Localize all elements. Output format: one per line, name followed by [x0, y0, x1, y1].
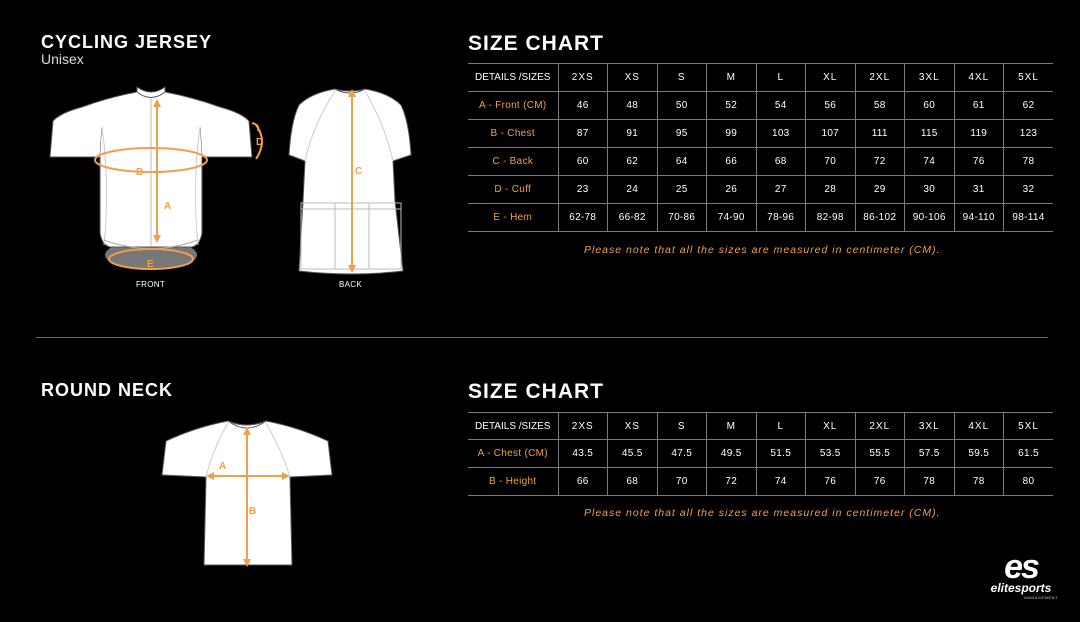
table-cell: 68	[756, 148, 806, 176]
table-cell: 53.5	[806, 440, 856, 468]
table-row	[468, 120, 1053, 148]
size-header: S	[657, 64, 707, 92]
table-cell: 62	[608, 148, 658, 176]
logo-mark: es	[1004, 548, 1038, 586]
size-chart-title-2: SIZE CHART	[468, 380, 604, 403]
table-cell: 78	[905, 468, 955, 496]
table-cell: 61	[954, 92, 1004, 120]
size-header: M	[707, 413, 757, 440]
measurement-note-2: Please note that all the sizes are measured in centimeter (CM).	[584, 507, 941, 519]
size-header: 2XL	[855, 64, 905, 92]
table-cell: 66	[558, 468, 608, 496]
table-cell: 74-90	[707, 204, 757, 232]
row-label: A - Front (CM)	[468, 92, 558, 120]
table-cell: 72	[707, 468, 757, 496]
table-cell: 47.5	[657, 440, 707, 468]
size-header: 3XL	[905, 64, 955, 92]
table-cell: 26	[707, 176, 757, 204]
table-cell: 119	[954, 120, 1004, 148]
row-label: B - Chest	[468, 120, 558, 148]
table-cell: 123	[1004, 120, 1054, 148]
table-cell: 27	[756, 176, 806, 204]
table-cell: 48	[608, 92, 658, 120]
table-cell: 49.5	[707, 440, 757, 468]
product-title-round-neck: ROUND NECK	[41, 380, 174, 400]
table-cell: 62	[1004, 92, 1054, 120]
table-cell: 74	[905, 148, 955, 176]
table-cell: 76	[806, 468, 856, 496]
table-cell: 99	[707, 120, 757, 148]
marker-b-neck: B	[249, 506, 257, 517]
table-cell: 50	[657, 92, 707, 120]
size-header: L	[756, 413, 806, 440]
row-label: D - Cuff	[468, 176, 558, 204]
table-cell: 115	[905, 120, 955, 148]
marker-a-neck: A	[219, 461, 227, 472]
table-cell: 57.5	[905, 440, 955, 468]
table-header-row	[468, 413, 1053, 440]
marker-b-front: B	[136, 167, 144, 178]
row-label: A - Chest (CM)	[468, 440, 558, 468]
jersey-back-illustration	[285, 85, 420, 280]
table-cell: 87	[558, 120, 608, 148]
table-cell: 23	[558, 176, 608, 204]
table-cell: 111	[855, 120, 905, 148]
size-header: 2XS	[558, 64, 608, 92]
logo-name: elitesports	[990, 581, 1052, 595]
table-row	[468, 468, 1053, 496]
table-cell: 60	[905, 92, 955, 120]
size-chart-title-1: SIZE CHART	[468, 32, 604, 55]
table-cell: 51.5	[756, 440, 806, 468]
table-cell: 29	[855, 176, 905, 204]
size-header: 5XL	[1004, 413, 1054, 440]
table-cell: 70	[806, 148, 856, 176]
logo-tagline: MANAGEMENT	[1024, 595, 1058, 600]
table-cell: 31	[954, 176, 1004, 204]
table-cell: 54	[756, 92, 806, 120]
table-cell: 94-110	[954, 204, 1004, 232]
header-details-sizes: DETAILS /SIZES	[468, 64, 558, 92]
row-label: B - Height	[468, 468, 558, 496]
table-cell: 74	[756, 468, 806, 496]
table-cell: 78-96	[756, 204, 806, 232]
section-divider	[36, 337, 1048, 338]
table-cell: 56	[806, 92, 856, 120]
table-cell: 58	[855, 92, 905, 120]
size-header: XS	[608, 64, 658, 92]
table-cell: 95	[657, 120, 707, 148]
table-cell: 25	[657, 176, 707, 204]
size-header: XL	[806, 413, 856, 440]
table-cell: 61.5	[1004, 440, 1054, 468]
table-cell: 60	[558, 148, 608, 176]
table-cell: 62-78	[558, 204, 608, 232]
table-cell: 28	[806, 176, 856, 204]
size-chart-table-2	[468, 412, 1053, 496]
size-chart-table-1	[468, 63, 1053, 232]
back-caption: BACK	[339, 280, 362, 289]
row-label: C - Back	[468, 148, 558, 176]
table-cell: 82-98	[806, 204, 856, 232]
header-details-sizes: DETAILS /SIZES	[468, 413, 558, 440]
table-cell: 55.5	[855, 440, 905, 468]
measurement-note-1: Please note that all the sizes are measured in centimeter (CM).	[584, 244, 941, 256]
size-header: 4XL	[954, 413, 1004, 440]
table-row	[468, 148, 1053, 176]
table-row	[468, 440, 1053, 468]
row-label: E - Hem	[468, 204, 558, 232]
table-cell: 66-82	[608, 204, 658, 232]
size-header: M	[707, 64, 757, 92]
table-cell: 90-106	[905, 204, 955, 232]
product-subtitle: Unisex	[41, 51, 84, 67]
size-header: L	[756, 64, 806, 92]
table-cell: 86-102	[855, 204, 905, 232]
table-cell: 59.5	[954, 440, 1004, 468]
marker-e-front: E	[147, 259, 154, 270]
table-cell: 45.5	[608, 440, 658, 468]
table-cell: 52	[707, 92, 757, 120]
elitesports-logo	[984, 548, 1058, 600]
table-cell: 68	[608, 468, 658, 496]
size-header: XS	[608, 413, 658, 440]
size-header: 2XL	[855, 413, 905, 440]
table-cell: 70	[657, 468, 707, 496]
product-title-jersey: CYCLING JERSEY	[41, 32, 213, 52]
table-cell: 78	[954, 468, 1004, 496]
table-header-row	[468, 64, 1053, 92]
size-header: S	[657, 413, 707, 440]
table-cell: 30	[905, 176, 955, 204]
table-cell: 32	[1004, 176, 1054, 204]
table-row	[468, 92, 1053, 120]
table-cell: 72	[855, 148, 905, 176]
jersey-front-illustration	[40, 85, 280, 295]
table-cell: 80	[1004, 468, 1054, 496]
round-neck-illustration	[158, 415, 336, 570]
size-header: 4XL	[954, 64, 1004, 92]
table-row	[468, 204, 1053, 232]
table-cell: 107	[806, 120, 856, 148]
table-cell: 98-114	[1004, 204, 1054, 232]
table-row	[468, 176, 1053, 204]
marker-a-front: A	[164, 201, 172, 212]
table-cell: 66	[707, 148, 757, 176]
table-cell: 103	[756, 120, 806, 148]
size-header: 3XL	[905, 413, 955, 440]
table-cell: 91	[608, 120, 658, 148]
table-cell: 76	[855, 468, 905, 496]
table-cell: 70-86	[657, 204, 707, 232]
marker-c-back: C	[355, 166, 363, 177]
size-header: 5XL	[1004, 64, 1054, 92]
table-cell: 24	[608, 176, 658, 204]
table-cell: 46	[558, 92, 608, 120]
size-header: XL	[806, 64, 856, 92]
table-cell: 78	[1004, 148, 1054, 176]
table-cell: 64	[657, 148, 707, 176]
marker-d-front: D	[256, 137, 264, 148]
size-header: 2XS	[558, 413, 608, 440]
table-cell: 43.5	[558, 440, 608, 468]
front-caption: FRONT	[136, 280, 166, 289]
table-cell: 76	[954, 148, 1004, 176]
